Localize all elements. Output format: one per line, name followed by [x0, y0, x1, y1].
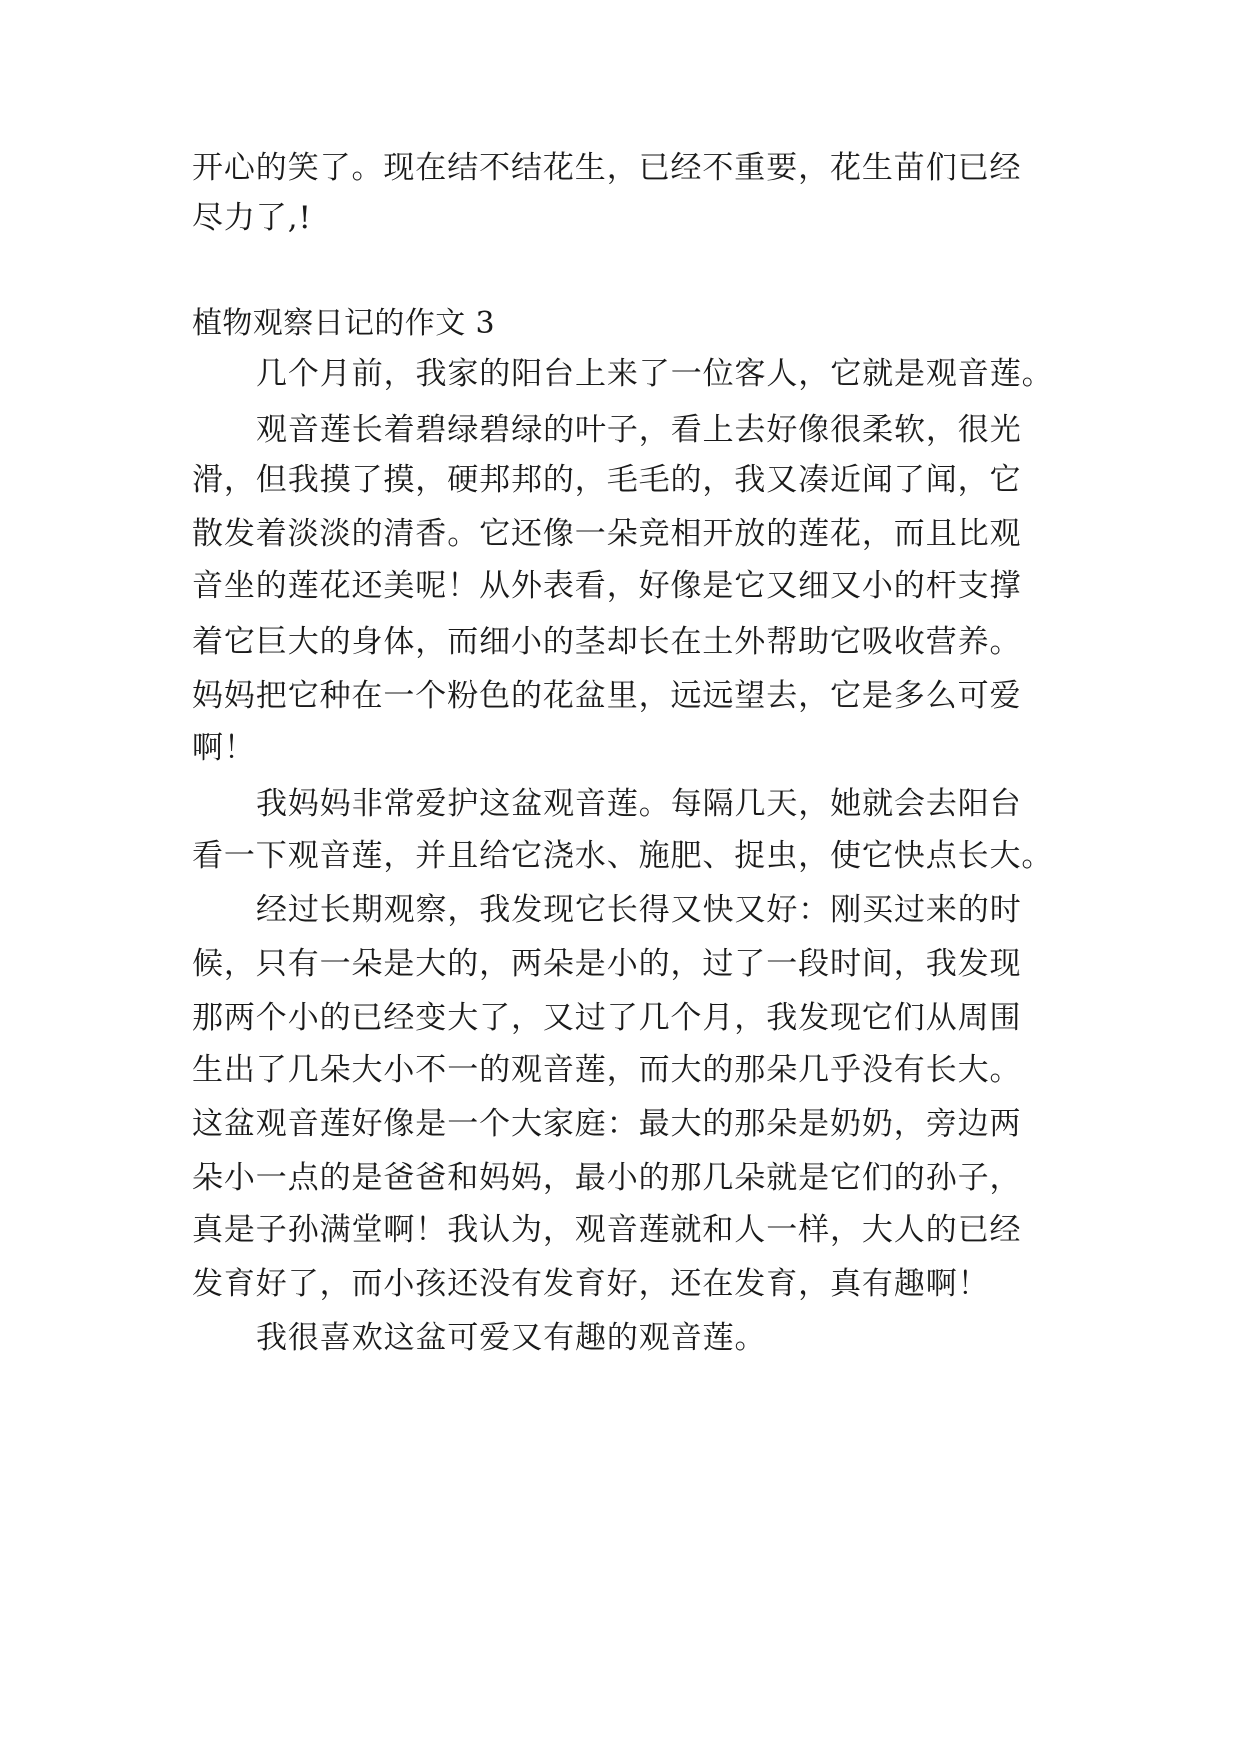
paragraph-line: 候，只有一朵是大的，两朵是小的，过了一段时间，我发现 [192, 946, 1022, 982]
paragraph-line: 这盆观音莲好像是一个大家庭：最大的那朵是奶奶，旁边两 [192, 1106, 1022, 1142]
text-line: 开心的笑了。现在结不结花生，已经不重要，花生苗们已经 [192, 150, 1022, 186]
paragraph-line: 真是子孙满堂啊！我认为，观音莲就和人一样，大人的已经 [192, 1212, 1022, 1248]
paragraph-line: 啊！ [192, 730, 256, 766]
paragraph-line: 观音莲长着碧绿碧绿的叶子，看上去好像很柔软，很光 [256, 412, 1022, 448]
paragraph-line: 妈妈把它种在一个粉色的花盆里，远远望去，它是多么可爱 [192, 678, 1022, 714]
paragraph-line: 朵小一点的是爸爸和妈妈，最小的那几朵就是它们的孙子， [192, 1160, 1022, 1196]
paragraph-line: 我妈妈非常爱护这盆观音莲。每隔几天，她就会去阳台 [256, 786, 1022, 822]
essay-heading: 植物观察日记的作文 3 [192, 306, 496, 341]
paragraph-line: 那两个小的已经变大了，又过了几个月，我发现它们从周围 [192, 1000, 1022, 1036]
paragraph-line: 发育好了，而小孩还没有发育好，还在发育，真有趣啊！ [192, 1266, 990, 1302]
paragraph-line: 音坐的莲花还美呢！从外表看，好像是它又细又小的杆支撑 [192, 568, 1022, 604]
paragraph-line: 经过长期观察，我发现它长得又快又好：刚买过来的时 [256, 892, 1022, 928]
paragraph-line: 着它巨大的身体，而细小的茎却长在土外帮助它吸收营养。 [192, 624, 1022, 660]
text-line: 尽力了,! [192, 200, 312, 236]
paragraph-line: 几个月前，我家的阳台上来了一位客人，它就是观音莲。 [256, 356, 1054, 392]
paragraph-line: 看一下观音莲，并且给它浇水、施肥、捉虫，使它快点长大。 [192, 838, 1054, 874]
paragraph-line: 散发着淡淡的清香。它还像一朵竞相开放的莲花，而且比观 [192, 516, 1022, 552]
paragraph-line: 我很喜欢这盆可爱又有趣的观音莲。 [256, 1320, 767, 1356]
paragraph-line: 滑，但我摸了摸，硬邦邦的，毛毛的，我又凑近闻了闻，它 [192, 462, 1022, 498]
paragraph-line: 生出了几朵大小不一的观音莲，而大的那朵几乎没有长大。 [192, 1052, 1022, 1088]
